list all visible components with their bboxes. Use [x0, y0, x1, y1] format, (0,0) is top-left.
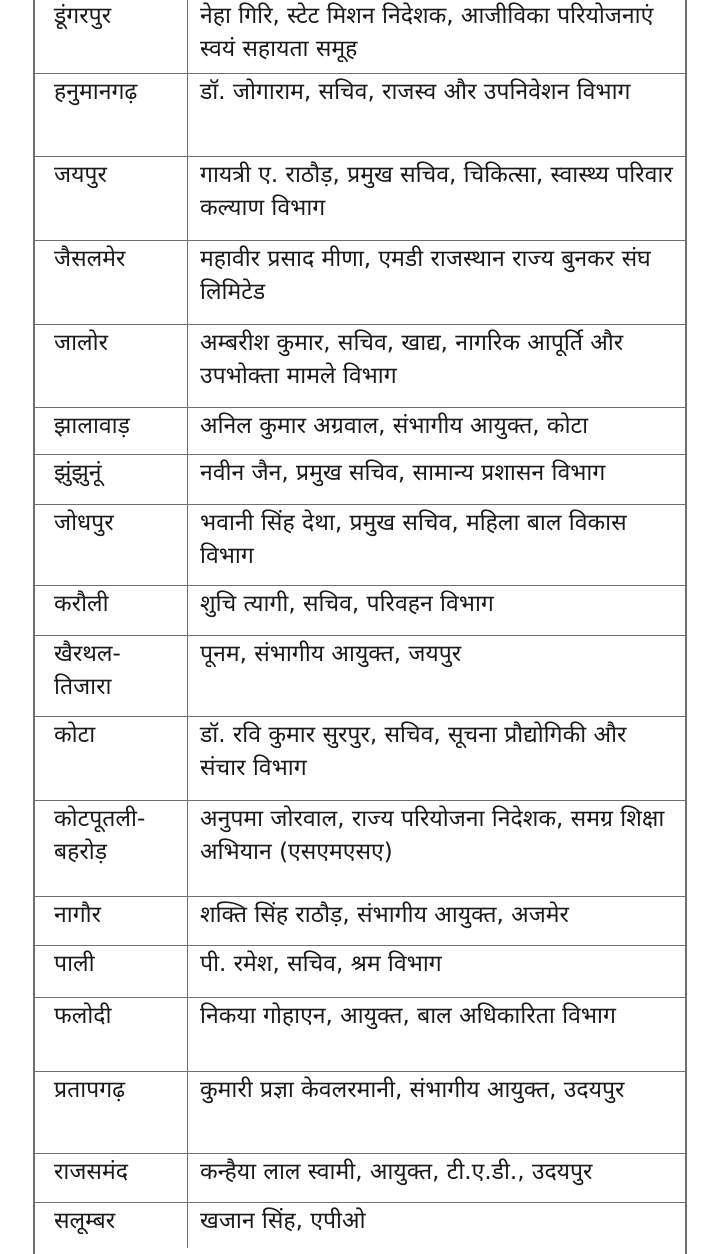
table-row	[35, 636, 685, 717]
officer-cell: शुचि त्यागी, सचिव, परिवहन विभाग	[200, 591, 494, 617]
table-row	[35, 455, 685, 505]
officer-cell: डॉ. जोगाराम, सचिव, राजस्व और उपनिवेशन विभाग	[200, 79, 631, 105]
district-cell: झालावाड़	[35, 408, 188, 454]
officer-cell: अनुपमा जोरवाल, राज्य परियोजना निदेशक, समग्र शिक्षा अभियान (एसएमएसए)	[200, 806, 665, 865]
table-row	[35, 1154, 685, 1203]
table-row	[35, 717, 685, 801]
table-row	[35, 897, 685, 946]
officer-cell: डॉ. रवि कुमार सुरपुर, सचिव, सूचना प्रौद्योगिकी और संचार विभाग	[200, 722, 627, 781]
table-row	[35, 0, 685, 74]
table-row	[35, 505, 685, 586]
officer-cell: पी. रमेश, सचिव, श्रम विभाग	[200, 951, 442, 977]
table-row	[35, 586, 685, 636]
officer-cell: नवीन जैन, प्रमुख सचिव, सामान्य प्रशासन विभाग	[200, 460, 606, 486]
officer-cell: नेहा गिरि, स्टेट मिशन निदेशक, आजीविका परियोजनाएं स्वयं सहायता समूह	[200, 3, 654, 62]
officer-cell: पूनम, संभागीय आयुक्त, जयपुर	[200, 641, 462, 667]
district-cell: जालोर	[35, 325, 188, 407]
district-cell: फलोदी	[35, 998, 188, 1071]
officer-cell: गायत्री ए. राठौड़, प्रमुख सचिव, चिकित्सा, स्वास्थ्य परिवार कल्याण विभाग	[200, 162, 673, 221]
officer-cell: खजान सिंह, एपीओ	[200, 1208, 366, 1234]
table-row	[35, 157, 685, 241]
district-cell: खैरथल- तिजारा	[35, 636, 188, 716]
officer-cell: निकया गोहाएन, आयुक्त, बाल अधिकारिता विभाग	[200, 1003, 616, 1029]
officer-cell: अनिल कुमार अग्रवाल, संभागीय आयुक्त, कोटा	[200, 413, 589, 439]
table-row	[35, 241, 685, 325]
district-cell: नागौर	[35, 897, 188, 945]
table-row	[35, 74, 685, 157]
district-cell: प्रतापगढ़	[35, 1072, 188, 1153]
table-row	[35, 408, 685, 455]
district-cell: करौली	[35, 586, 188, 635]
officer-table	[33, 0, 687, 1254]
district-cell: पाली	[35, 946, 188, 997]
officer-cell: कन्हैया लाल स्वामी, आयुक्त, टी.ए.डी., उदयपुर	[200, 1159, 593, 1185]
officer-cell: महावीर प्रसाद मीणा, एमडी राजस्थान राज्य बुनकर संघ लिमिटेड	[200, 246, 651, 305]
officer-cell: कुमारी प्रज्ञा केवलरमानी, संभागीय आयुक्त, उदयपुर	[200, 1077, 625, 1103]
district-cell: हनुमानगढ़	[35, 74, 188, 156]
district-cell: जयपुर	[35, 157, 188, 240]
district-cell: सलूम्बर	[35, 1203, 188, 1248]
district-cell: कोटपूतली- बहरोड़	[35, 801, 188, 896]
officer-cell: भवानी सिंह देथा, प्रमुख सचिव, महिला बाल विकास विभाग	[200, 510, 627, 569]
table-row	[35, 946, 685, 998]
district-cell: कोटा	[35, 717, 188, 800]
table-row	[35, 998, 685, 1072]
table-row	[35, 801, 685, 897]
officer-cell: शक्ति सिंह राठौड़, संभागीय आयुक्त, अजमेर	[200, 902, 569, 928]
district-cell: जोधपुर	[35, 505, 188, 585]
district-cell: जैसलमेर	[35, 241, 188, 324]
district-cell: डूंगरपुर	[35, 0, 188, 73]
district-cell: राजसमंद	[35, 1154, 188, 1202]
table-row	[35, 1203, 685, 1248]
officer-cell: अम्बरीश कुमार, सचिव, खाद्य, नागरिक आपूर्ति और उपभोक्ता मामले विभाग	[200, 330, 624, 389]
table-row	[35, 1072, 685, 1154]
district-cell: झुंझुनूं	[35, 455, 188, 504]
table-row	[35, 325, 685, 408]
